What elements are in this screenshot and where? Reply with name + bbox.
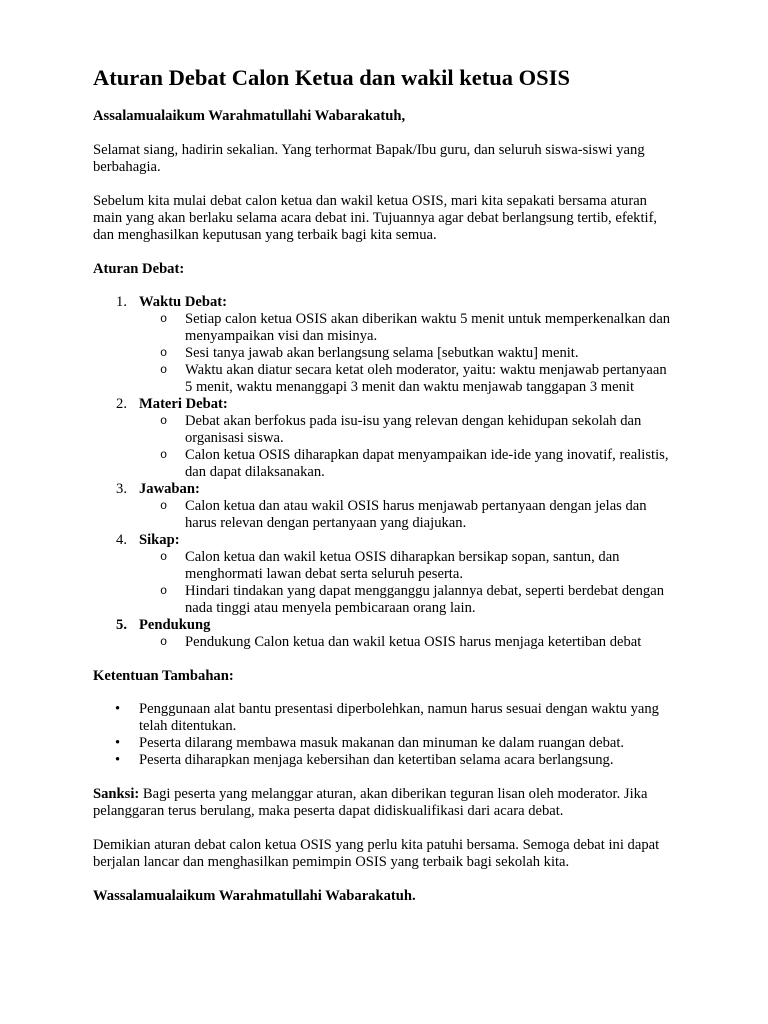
rule-title: Sikap: bbox=[139, 532, 180, 548]
rule-sublist bbox=[139, 311, 672, 396]
rule-title: Waktu Debat: bbox=[139, 294, 227, 310]
circle-bullet-icon: o bbox=[160, 346, 168, 360]
rule-item bbox=[93, 617, 672, 651]
rule-subitem bbox=[139, 311, 672, 345]
extra-rule-item bbox=[93, 752, 672, 769]
rule-subitem-text: Pendukung Calon ketua dan wakil ketua OSIS harus menjaga ketertiban debat bbox=[185, 634, 642, 650]
rule-subitem bbox=[139, 549, 672, 583]
rule-subitem-text: Sesi tanya jawab akan berlangsung selama [sebutkan waktu] menit. bbox=[185, 345, 579, 361]
sanction-paragraph bbox=[93, 786, 672, 820]
rule-item bbox=[93, 532, 672, 617]
rule-subitem-text: Hindari tindakan yang dapat mengganggu jalannya debat, seperti berdebat dengan nada tinggi atau menyela pembicaraan orang lain. bbox=[185, 583, 664, 616]
bullet-icon: • bbox=[115, 752, 121, 768]
rule-subitem bbox=[139, 634, 672, 651]
rule-subitem bbox=[139, 447, 672, 481]
rule-sublist bbox=[139, 549, 672, 617]
bullet-icon: • bbox=[115, 735, 121, 751]
circle-bullet-icon: o bbox=[160, 414, 168, 428]
intro-paragraph-1: Selamat siang, hadirin sekalian. Yang terhormat Bapak/Ibu guru, dan seluruh siswa-siswi yang berbahagia. bbox=[93, 142, 645, 175]
extra-rule-item bbox=[93, 735, 672, 752]
rule-sublist bbox=[139, 498, 672, 532]
rule-sublist bbox=[139, 413, 672, 481]
extra-rule-text: Peserta dilarang membawa masuk makanan dan minuman ke dalam ruangan debat. bbox=[139, 735, 625, 751]
circle-bullet-icon: o bbox=[160, 499, 168, 513]
extra-rule-text: Penggunaan alat bantu presentasi diperbolehkan, namun harus sesuai dengan waktu yang telah ditentukan. bbox=[139, 701, 659, 734]
circle-bullet-icon: o bbox=[160, 448, 168, 462]
circle-bullet-icon: o bbox=[160, 635, 168, 649]
farewell: Wassalamualaikum Warahmatullahi Wabarakatuh. bbox=[93, 888, 416, 904]
rule-subitem bbox=[139, 413, 672, 447]
rule-item bbox=[93, 396, 672, 481]
rules-heading: Aturan Debat: bbox=[93, 261, 185, 277]
rules-list bbox=[93, 294, 672, 651]
rule-number: 2. bbox=[116, 396, 127, 412]
rule-subitem-text: Debat akan berfokus pada isu-isu yang relevan dengan kehidupan sekolah dan organisasi siswa. bbox=[185, 413, 642, 446]
rule-number: 1. bbox=[116, 294, 127, 310]
rule-number: 5. bbox=[116, 617, 127, 633]
rule-subitem-text: Waktu akan diatur secara ketat oleh moderator, yaitu: waktu menjawab pertanyaan 5 menit, waktu menanggapi 3 menit dan waktu menjawab tanggapan 3 menit bbox=[185, 362, 667, 395]
circle-bullet-icon: o bbox=[160, 584, 168, 598]
rule-item bbox=[93, 481, 672, 532]
rule-subitem-text: Calon ketua OSIS diharapkan dapat menyampaikan ide-ide yang inovatif, realistis, dan dapat dilaksanakan. bbox=[185, 447, 669, 480]
document-title: Aturan Debat Calon Ketua dan wakil ketua OSIS bbox=[93, 65, 570, 90]
rule-title: Jawaban: bbox=[139, 481, 200, 497]
circle-bullet-icon: o bbox=[160, 312, 168, 326]
extra-rules-list bbox=[93, 701, 672, 769]
rule-subitem bbox=[139, 583, 672, 617]
circle-bullet-icon: o bbox=[160, 550, 168, 564]
rule-title: Pendukung bbox=[139, 617, 211, 633]
rule-subitem bbox=[139, 345, 672, 362]
rule-title: Materi Debat: bbox=[139, 396, 228, 412]
rule-subitem-text: Calon ketua dan atau wakil OSIS harus menjawab pertanyaan dengan jelas dan harus relevan dengan pertanyaan yang diajukan. bbox=[185, 498, 647, 531]
rule-item bbox=[93, 294, 672, 396]
extra-rule-item bbox=[93, 701, 672, 735]
rule-subitem-text: Setiap calon ketua OSIS akan diberikan waktu 5 menit untuk memperkenalkan dan menyampaikan visi dan misinya. bbox=[185, 311, 671, 344]
extra-rule-text: Peserta diharapkan menjaga kebersihan dan ketertiban selama acara berlangsung. bbox=[139, 752, 614, 768]
closing-paragraph: Demikian aturan debat calon ketua OSIS yang perlu kita patuhi bersama. Semoga debat ini dapat berjalan lancar dan menghasilkan pemimpin OSIS yang terbaik bagi sekolah kita. bbox=[93, 837, 660, 870]
sanction-text: Bagi peserta yang melanggar aturan, akan diberikan teguran lisan oleh moderator. Jika pelanggaran terus berulang, maka peserta dapat didiskualifikasi dari acara debat. bbox=[93, 786, 648, 819]
greeting: Assalamualaikum Warahmatullahi Wabarakatuh, bbox=[93, 108, 406, 124]
sanction-label: Sanksi: bbox=[93, 786, 140, 802]
extra-rules-heading: Ketentuan Tambahan: bbox=[93, 668, 234, 684]
rule-subitem bbox=[139, 362, 672, 396]
rule-number: 4. bbox=[116, 532, 127, 548]
rule-subitem bbox=[139, 498, 672, 532]
rule-number: 3. bbox=[116, 481, 127, 497]
circle-bullet-icon: o bbox=[160, 363, 168, 377]
rule-subitem-text: Calon ketua dan wakil ketua OSIS diharapkan bersikap sopan, santun, dan menghormati lawan debat serta seluruh peserta. bbox=[185, 549, 620, 582]
rule-sublist bbox=[139, 634, 672, 651]
bullet-icon: • bbox=[115, 701, 121, 717]
intro-paragraph-2: Sebelum kita mulai debat calon ketua dan wakil ketua OSIS, mari kita sepakati bersama aturan main yang akan berlaku selama acara debat ini. Tujuannya agar debat berlangsung tertib, efektif, dan menghasilkan keputusan yang terbaik bagi kita semua. bbox=[93, 193, 658, 243]
